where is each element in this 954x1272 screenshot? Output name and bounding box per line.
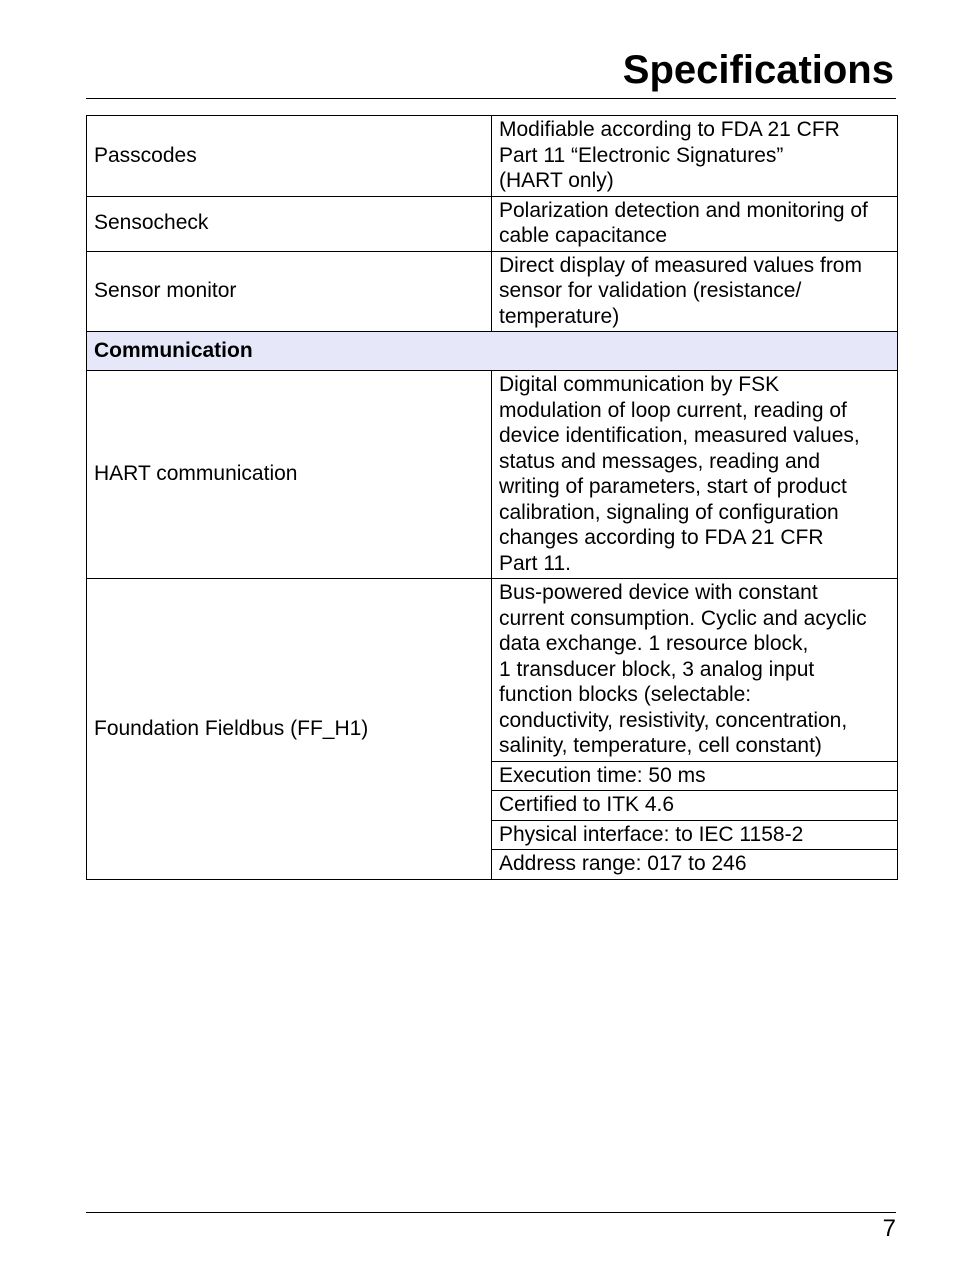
spec-value [492, 251, 898, 332]
spec-value-line: 1 transducer block, 3 analog input [499, 657, 815, 681]
spec-value [492, 116, 898, 197]
spec-value [492, 371, 898, 579]
section-heading: Communication [87, 332, 898, 371]
spec-value [492, 196, 898, 251]
spec-value-line: status and messages, reading and [499, 449, 821, 473]
spec-value-line: Digital communication by FSK [499, 373, 780, 396]
spec-label: Foundation Fieldbus (FF_H1) [87, 579, 492, 880]
spec-value-line: cable capacitance [499, 224, 668, 247]
spec-value-line: calibration, signaling of configuration [499, 500, 839, 524]
spec-value-line: changes according to FDA 21 CFR [499, 526, 824, 549]
spec-value-line: conductivity, resistivity, concentration, [499, 708, 848, 732]
spec-value-line: current consumption. Cyclic and acyclic [499, 606, 867, 630]
title-divider [86, 98, 896, 99]
specifications-table [86, 115, 898, 880]
page-number: 7 [882, 1215, 896, 1242]
spec-value-line: Bus-powered device with constant [499, 581, 818, 604]
footer-divider [86, 1212, 896, 1213]
spec-value-certification: Certified to ITK 4.6 [492, 791, 898, 821]
spec-value-physical-interface: Physical interface: to IEC 1158-2 [492, 820, 898, 850]
spec-value-line: (HART only) [499, 169, 614, 192]
spec-label: Sensor monitor [87, 251, 492, 332]
spec-value-line: Polarization detection and monitoring of [499, 198, 868, 222]
spec-value-line: writing of parameters, start of product [499, 475, 847, 498]
table-row-passcodes [87, 116, 898, 197]
spec-value-line: Part 11 “Electronic Signatures” [499, 143, 784, 167]
table-row-hart-communication [87, 371, 898, 579]
table-row-sensor-monitor [87, 251, 898, 332]
section-row-communication [87, 332, 898, 371]
spec-value-line: modulation of loop current, reading of [499, 398, 847, 422]
spec-value-line: function blocks (selectable: [499, 683, 752, 706]
spec-value-address-range: Address range: 017 to 246 [492, 850, 898, 880]
table-row-sensocheck [87, 196, 898, 251]
spec-value-line: sensor for validation (resistance/ [499, 279, 802, 302]
spec-label: Sensocheck [87, 196, 492, 251]
spec-value-line: Modifiable according to FDA 21 CFR [499, 118, 840, 141]
spec-value-line: temperature) [499, 304, 620, 328]
spec-value-line: salinity, temperature, cell constant) [499, 734, 822, 757]
table-row-foundation-fieldbus [87, 579, 898, 762]
spec-label: HART communication [87, 371, 492, 579]
spec-value-execution-time: Execution time: 50 ms [492, 761, 898, 791]
spec-value-line: Part 11. [499, 551, 571, 575]
spec-value-line: Direct display of measured values from [499, 253, 862, 277]
spec-value-line: data exchange. 1 resource block, [499, 632, 809, 655]
page-title: Specifications [622, 48, 894, 92]
spec-label: Passcodes [87, 116, 492, 197]
spec-value [492, 579, 898, 762]
spec-value-line: device identification, measured values, [499, 424, 860, 447]
